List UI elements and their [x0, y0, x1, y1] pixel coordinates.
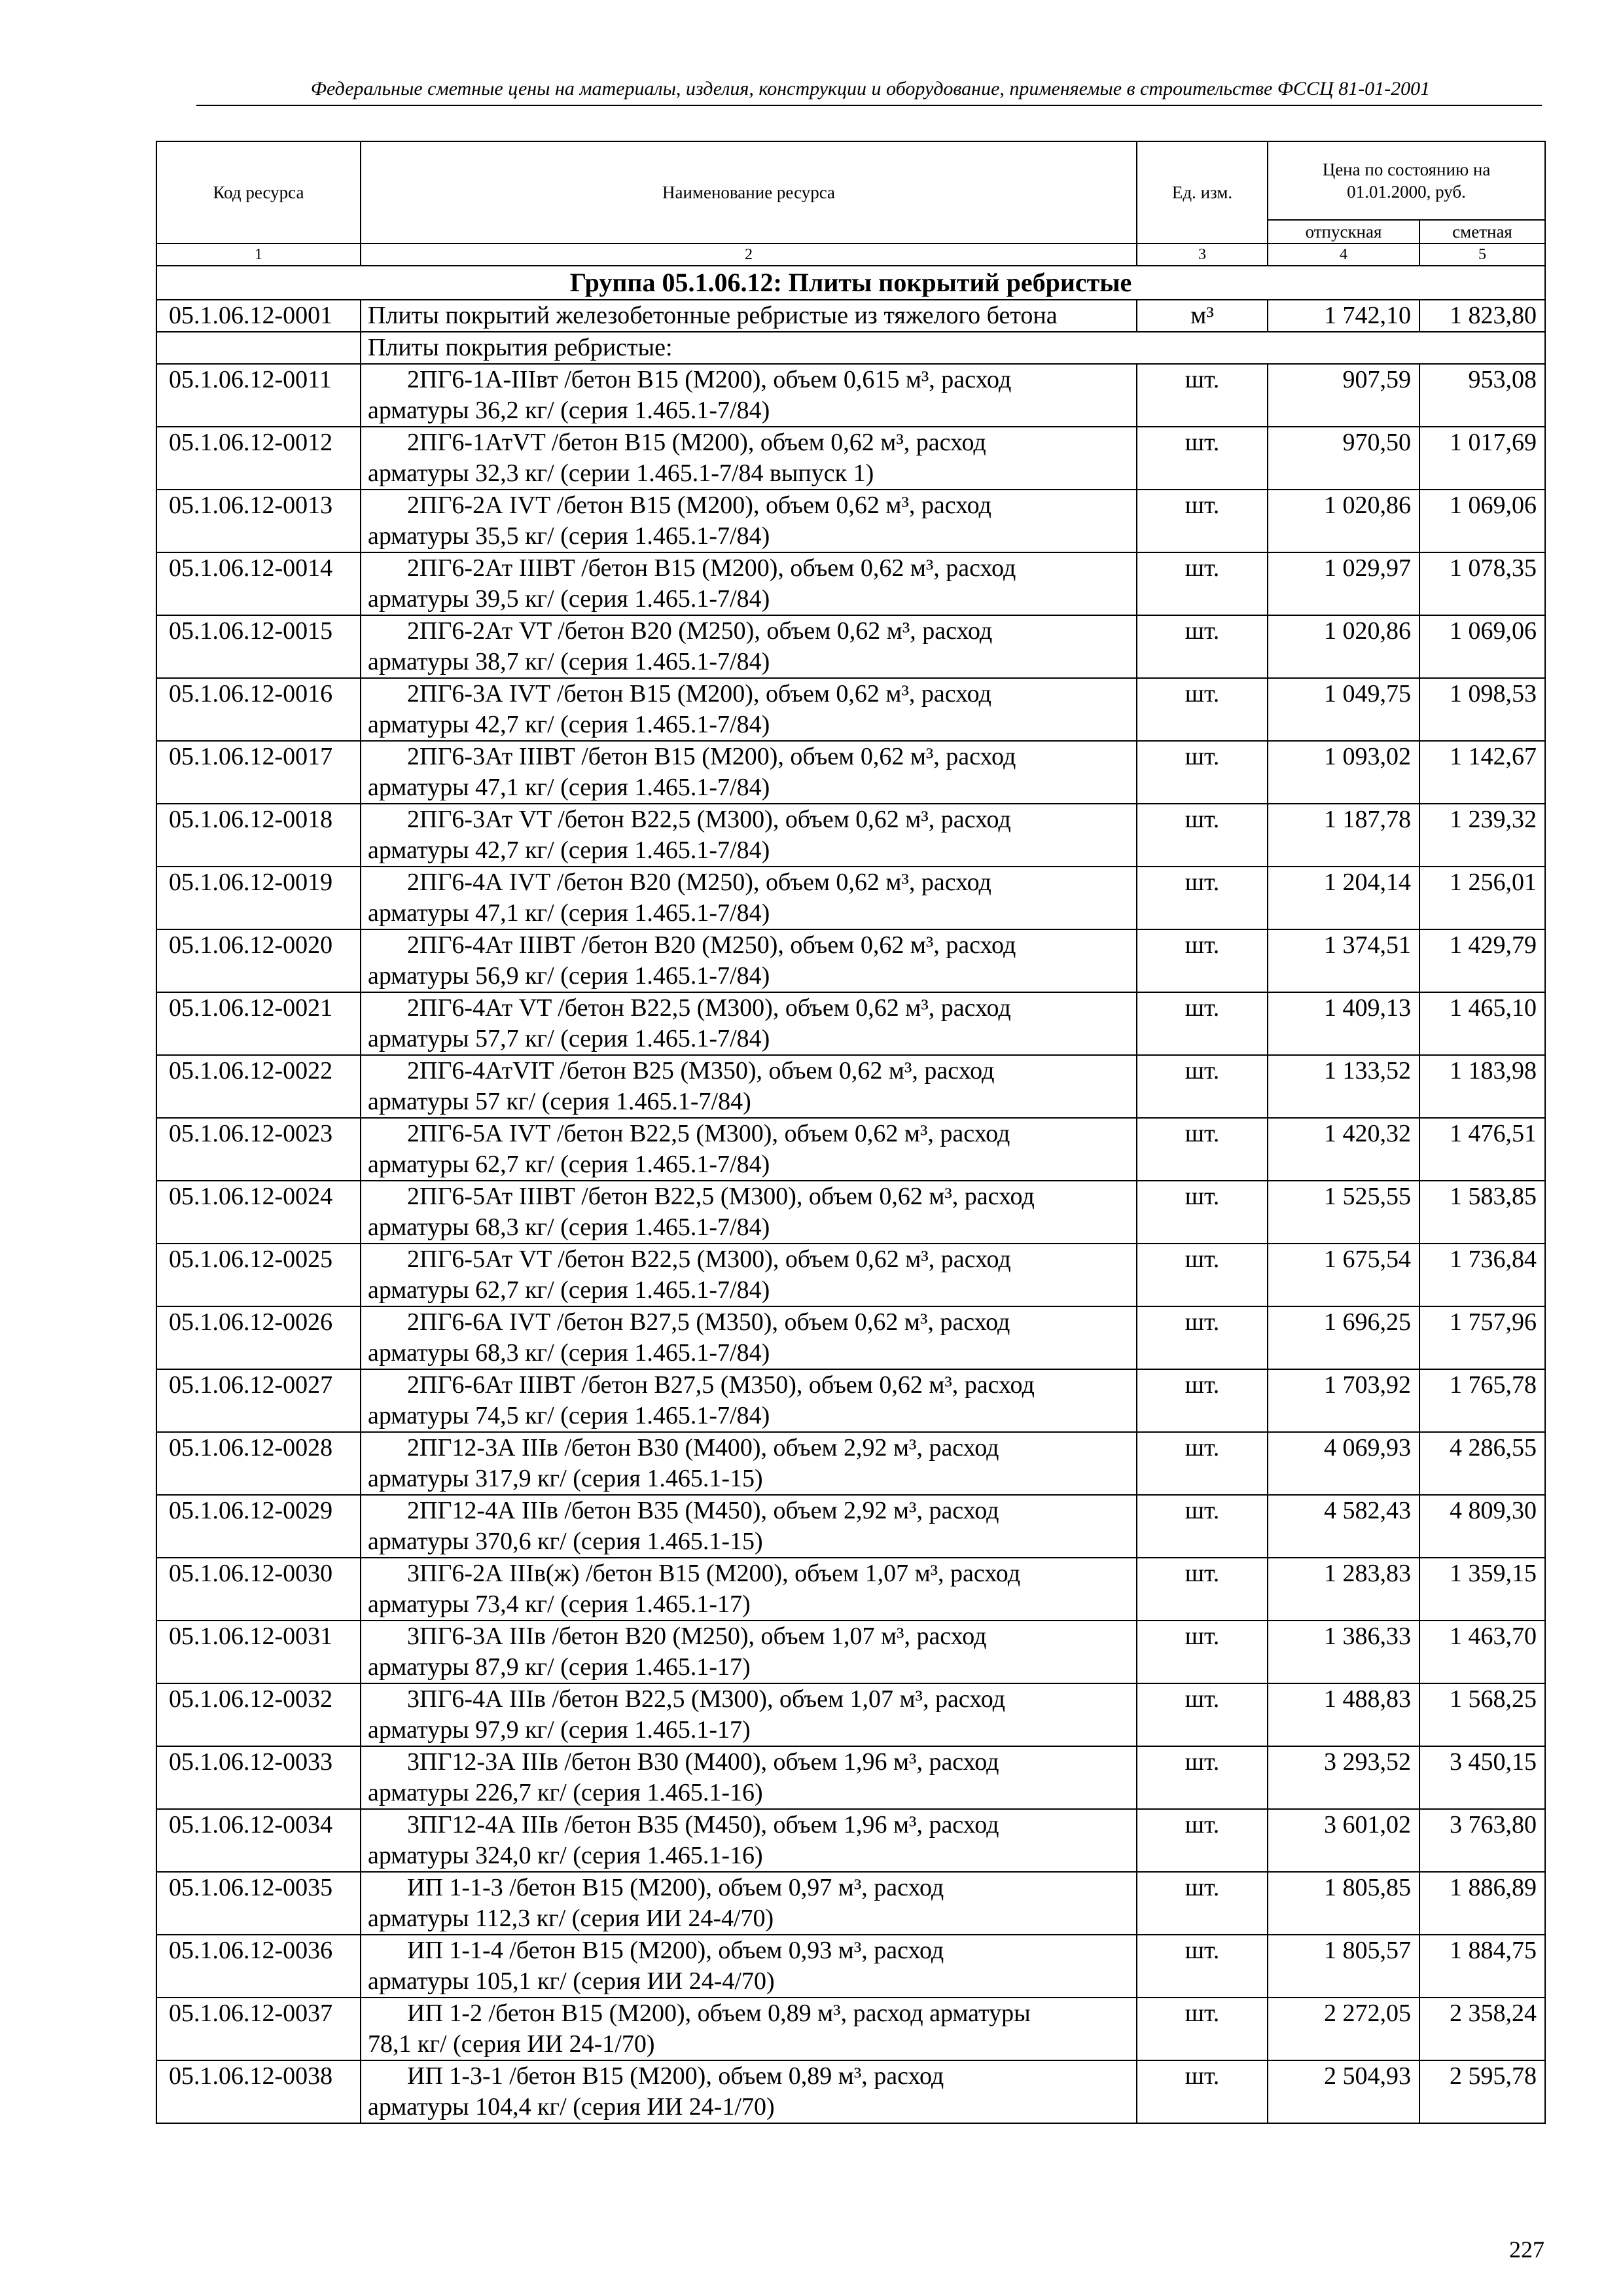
resource-code: 05.1.06.12-0026 [156, 1306, 361, 1369]
page-number: 227 [1509, 2236, 1544, 2263]
resource-code: 05.1.06.12-0035 [156, 1872, 361, 1935]
resource-name [361, 1683, 1137, 1746]
table-row [156, 1872, 1545, 1935]
resource-name [361, 552, 1137, 615]
release-price: 970,50 [1268, 427, 1419, 490]
resource-name [361, 1935, 1137, 1998]
estimated-price: 3 763,80 [1419, 1809, 1545, 1872]
resource-name [361, 804, 1137, 867]
resource-code: 05.1.06.12-0014 [156, 552, 361, 615]
resource-unit: шт. [1137, 1558, 1268, 1621]
resource-code: 05.1.06.12-0019 [156, 867, 361, 929]
estimated-price: 2 595,78 [1419, 2060, 1545, 2123]
estimated-price: 3 450,15 [1419, 1746, 1545, 1809]
resource-code: 05.1.06.12-0031 [156, 1621, 361, 1683]
resource-code: 05.1.06.12-0020 [156, 929, 361, 992]
resource-name-line1: 2ПГ6-6Ат IIIВТ /бетон В27,5 (М350), объем 0,62 м³, расход [407, 1371, 1035, 1399]
resource-name [361, 1055, 1137, 1118]
resource-name-line1: 2ПГ12-4А IIIв /бетон В35 (М450), объем 2,92 м³, расход [407, 1497, 999, 1524]
table-row [156, 1935, 1545, 1998]
group-title: Группа 05.1.06.12: Плиты покрытий ребристые [156, 266, 1545, 300]
header-release-price: отпускная [1268, 220, 1419, 243]
resource-name [361, 1244, 1137, 1306]
resource-code: 05.1.06.12-0013 [156, 490, 361, 552]
resource-name-line1: 2ПГ6-2Ат IIIВТ /бетон В15 (М200), объем 0,62 м³, расход [407, 554, 1016, 582]
estimated-price: 1 757,96 [1419, 1306, 1545, 1369]
resource-name-line2: арматуры 35,5 кг/ (серия 1.465.1-7/84) [368, 522, 770, 550]
resource-name [361, 929, 1137, 992]
resource-code: 05.1.06.12-0029 [156, 1495, 361, 1558]
resource-unit: шт. [1137, 615, 1268, 678]
resource-unit: шт. [1137, 1495, 1268, 1558]
resource-code: 05.1.06.12-0017 [156, 741, 361, 804]
table-row [156, 615, 1545, 678]
release-price: 1 420,32 [1268, 1118, 1419, 1181]
release-price: 1 488,83 [1268, 1683, 1419, 1746]
estimated-price: 1 823,80 [1419, 300, 1545, 332]
estimated-price: 1 098,53 [1419, 678, 1545, 741]
table-row [156, 929, 1545, 992]
estimated-price: 1 017,69 [1419, 427, 1545, 490]
resource-name-line2: арматуры 226,7 кг/ (серия 1.465.1-16) [368, 1779, 763, 1806]
resource-code: 05.1.06.12-0037 [156, 1998, 361, 2060]
resource-unit: шт. [1137, 427, 1268, 490]
resource-name-line2: арматуры 42,7 кг/ (серия 1.465.1-7/84) [368, 711, 770, 738]
resource-name-line1: 2ПГ6-2А IVТ /бетон В15 (М200), объем 0,62 м³, расход [407, 492, 991, 519]
table-row [156, 427, 1545, 490]
resource-code: 05.1.06.12-0011 [156, 364, 361, 427]
resource-name-line2: арматуры 47,1 кг/ (серия 1.465.1-7/84) [368, 899, 770, 927]
header-unit: Ед. изм. [1137, 141, 1268, 243]
release-price: 1 283,83 [1268, 1558, 1419, 1621]
estimated-price: 1 476,51 [1419, 1118, 1545, 1181]
resource-unit: шт. [1137, 1998, 1268, 2060]
resource-unit: шт. [1137, 364, 1268, 427]
estimated-price: 1 142,67 [1419, 741, 1545, 804]
resource-unit: шт. [1137, 1055, 1268, 1118]
resource-unit: шт. [1137, 929, 1268, 992]
resource-code: 05.1.06.12-0018 [156, 804, 361, 867]
resource-name-line2: арматуры 56,9 кг/ (серия 1.465.1-7/84) [368, 962, 770, 990]
release-price: 1 029,97 [1268, 552, 1419, 615]
resource-code: 05.1.06.12-0025 [156, 1244, 361, 1306]
column-number-row [156, 243, 1545, 266]
resource-name [361, 615, 1137, 678]
resource-unit: шт. [1137, 867, 1268, 929]
release-price: 1 675,54 [1268, 1244, 1419, 1306]
resource-price-table [156, 141, 1546, 2124]
estimated-price: 1 583,85 [1419, 1181, 1545, 1244]
estimated-price: 4 809,30 [1419, 1495, 1545, 1558]
release-price: 1 805,85 [1268, 1872, 1419, 1935]
header-name: Наименование ресурса [361, 141, 1137, 243]
resource-unit: шт. [1137, 1683, 1268, 1746]
release-price: 2 504,93 [1268, 2060, 1419, 2123]
resource-name-line2: 78,1 кг/ (серия ИИ 24-1/70) [368, 2030, 655, 2058]
resource-name [361, 678, 1137, 741]
estimated-price: 2 358,24 [1419, 1998, 1545, 2060]
resource-unit: шт. [1137, 1118, 1268, 1181]
resource-unit: м³ [1137, 300, 1268, 332]
resource-unit: шт. [1137, 992, 1268, 1055]
resource-code: 05.1.06.12-0032 [156, 1683, 361, 1746]
estimated-price: 1 069,06 [1419, 490, 1545, 552]
estimated-price: 1 736,84 [1419, 1244, 1545, 1306]
release-price: 1 204,14 [1268, 867, 1419, 929]
release-price: 1 374,51 [1268, 929, 1419, 992]
release-price: 1 093,02 [1268, 741, 1419, 804]
resource-name [361, 1746, 1137, 1809]
estimated-price: 953,08 [1419, 364, 1545, 427]
resource-name-line2: арматуры 57 кг/ (серия 1.465.1-7/84) [368, 1088, 751, 1115]
resource-name-line1: 2ПГ6-4Ат IIIВТ /бетон В20 (М250), объем 0,62 м³, расход [407, 931, 1016, 959]
resource-name-line2: арматуры 73,4 кг/ (серия 1.465.1-17) [368, 1590, 751, 1618]
resource-name-line1: ИП 1-3-1 /бетон В15 (М200), объем 0,89 м³, расход [407, 2062, 944, 2090]
resource-name-line2: арматуры 39,5 кг/ (серия 1.465.1-7/84) [368, 585, 770, 613]
release-price: 1 409,13 [1268, 992, 1419, 1055]
resource-unit: шт. [1137, 1746, 1268, 1809]
resource-name [361, 1998, 1137, 2060]
resource-name-line2: арматуры 47,1 кг/ (серия 1.465.1-7/84) [368, 774, 770, 801]
resource-unit: шт. [1137, 1621, 1268, 1683]
resource-code: 05.1.06.12-0036 [156, 1935, 361, 1998]
estimated-price: 1 359,15 [1419, 1558, 1545, 1621]
table-row [156, 552, 1545, 615]
running-header: Федеральные сметные цены на материалы, изделия, конструкции и оборудование, применяемые в строительстве ФССЦ 81-01-2001 [310, 78, 1431, 99]
resource-name-line2: арматуры 105,1 кг/ (серия ИИ 24-4/70) [368, 1967, 775, 1995]
resource-name [361, 1809, 1137, 1872]
subgroup-row [156, 332, 1545, 364]
release-price: 1 049,75 [1268, 678, 1419, 741]
table-row [156, 1181, 1545, 1244]
table-row [156, 804, 1545, 867]
resource-name [361, 490, 1137, 552]
estimated-price: 4 286,55 [1419, 1432, 1545, 1495]
table-row [156, 1621, 1545, 1683]
resource-name-line1: 2ПГ6-3Ат IIIВТ /бетон В15 (М200), объем 0,62 м³, расход [407, 743, 1016, 770]
resource-code: 05.1.06.12-0034 [156, 1809, 361, 1872]
resource-name-line2: арматуры 68,3 кг/ (серия 1.465.1-7/84) [368, 1213, 770, 1241]
resource-name-line1: 2ПГ6-2Ат VT /бетон В20 (М250), объем 0,62 м³, расход [407, 617, 993, 645]
resource-unit: шт. [1137, 804, 1268, 867]
resource-name [361, 1558, 1137, 1621]
header-estimated-price: сметная [1419, 220, 1545, 243]
release-price: 1 696,25 [1268, 1306, 1419, 1369]
estimated-price: 1 568,25 [1419, 1683, 1545, 1746]
resource-name-line2: арматуры 32,3 кг/ (серии 1.465.1-7/84 выпуск 1) [368, 459, 874, 487]
resource-code: 05.1.06.12-0024 [156, 1181, 361, 1244]
release-price: 1 187,78 [1268, 804, 1419, 867]
resource-unit: шт. [1137, 2060, 1268, 2123]
release-price: 1 805,57 [1268, 1935, 1419, 1998]
table-row [156, 1244, 1545, 1306]
table-row [156, 1495, 1545, 1558]
column-number: 1 [156, 243, 361, 266]
table-row [156, 867, 1545, 929]
resource-unit: шт. [1137, 678, 1268, 741]
table-row [156, 1118, 1545, 1181]
table-row [156, 741, 1545, 804]
resource-name [361, 1432, 1137, 1495]
release-price: 1 133,52 [1268, 1055, 1419, 1118]
release-price: 1 020,86 [1268, 615, 1419, 678]
resource-unit: шт. [1137, 1369, 1268, 1432]
estimated-price: 1 239,32 [1419, 804, 1545, 867]
resource-unit: шт. [1137, 1809, 1268, 1872]
column-number: 3 [1137, 243, 1268, 266]
estimated-price: 1 256,01 [1419, 867, 1545, 929]
resource-code: 05.1.06.12-0021 [156, 992, 361, 1055]
resource-name-line2: арматуры 370,6 кг/ (серия 1.465.1-15) [368, 1528, 763, 1555]
resource-name-line1: 2ПГ12-3А IIIв /бетон В30 (М400), объем 2,92 м³, расход [407, 1434, 999, 1462]
estimated-price: 1 429,79 [1419, 929, 1545, 992]
resource-name-line2: арматуры 57,7 кг/ (серия 1.465.1-7/84) [368, 1025, 770, 1052]
resource-code: 05.1.06.12-0012 [156, 427, 361, 490]
resource-unit: шт. [1137, 741, 1268, 804]
column-number: 5 [1419, 243, 1545, 266]
resource-name [361, 1495, 1137, 1558]
table-row [156, 1809, 1545, 1872]
resource-name-line1: 2ПГ6-3А IVТ /бетон В15 (М200), объем 0,62 м³, расход [407, 680, 991, 708]
release-price: 4 069,93 [1268, 1432, 1419, 1495]
resource-name-line2: арматуры 62,7 кг/ (серия 1.465.1-7/84) [368, 1276, 770, 1304]
resource-name [361, 741, 1137, 804]
resource-unit: шт. [1137, 552, 1268, 615]
resource-unit: шт. [1137, 490, 1268, 552]
estimated-price: 1 183,98 [1419, 1055, 1545, 1118]
resource-code: 05.1.06.12-0027 [156, 1369, 361, 1432]
estimated-price: 1 465,10 [1419, 992, 1545, 1055]
table-row [156, 1746, 1545, 1809]
resource-name-line1: 2ПГ6-4А IVТ /бетон В20 (М250), объем 0,62 м³, расход [407, 869, 991, 896]
resource-name-line1: 2ПГ6-5А IVТ /бетон В22,5 (М300), объем 0,62 м³, расход [407, 1120, 1010, 1147]
resource-name-line1: 2ПГ6-1А-IIIвт /бетон В15 (М200), объем 0,615 м³, расход [407, 366, 1012, 393]
resource-name [361, 1181, 1137, 1244]
resource-name [361, 1872, 1137, 1935]
resource-unit: шт. [1137, 1872, 1268, 1935]
resource-name-line1: ИП 1-1-4 /бетон В15 (М200), объем 0,93 м³, расход [407, 1937, 944, 1964]
column-number: 4 [1268, 243, 1419, 266]
resource-name-line1: 2ПГ6-3Ат VT /бетон В22,5 (М300), объем 0,62 м³, расход [407, 806, 1011, 833]
resource-name: Плиты покрытий железобетонные ребристые из тяжелого бетона [361, 300, 1137, 332]
resource-unit: шт. [1137, 1935, 1268, 1998]
resource-name-line1: 3ПГ12-3А IIIв /бетон В30 (М400), объем 1,96 м³, расход [407, 1748, 999, 1776]
table-row [156, 364, 1545, 427]
resource-name-line2: арматуры 36,2 кг/ (серия 1.465.1-7/84) [368, 397, 770, 424]
resource-name-line1: 2ПГ6-4АтVIT /бетон В25 (М350), объем 0,62 м³, расход [407, 1057, 995, 1085]
table-row [156, 992, 1545, 1055]
resource-name [361, 1369, 1137, 1432]
resource-name-line1: 3ПГ6-4А IIIв /бетон В22,5 (М300), объем 1,07 м³, расход [407, 1685, 1005, 1713]
header-price-group: Цена по состоянию на 01.01.2000, руб. [1268, 141, 1545, 220]
resource-name [361, 867, 1137, 929]
estimated-price: 1 463,70 [1419, 1621, 1545, 1683]
table-row [156, 2060, 1545, 2123]
resource-name-line1: 2ПГ6-6А IVТ /бетон В27,5 (М350), объем 0,62 м³, расход [407, 1308, 1010, 1336]
resource-name-line2: арматуры 62,7 кг/ (серия 1.465.1-7/84) [368, 1151, 770, 1178]
table-row [156, 1369, 1545, 1432]
resource-name [361, 1118, 1137, 1181]
resource-name-line2: арматуры 97,9 кг/ (серия 1.465.1-17) [368, 1716, 751, 1744]
release-price: 1 703,92 [1268, 1369, 1419, 1432]
resource-code: 05.1.06.12-0038 [156, 2060, 361, 2123]
resource-name-line1: 3ПГ6-2А IIIв(ж) /бетон В15 (М200), объем 1,07 м³, расход [407, 1560, 1021, 1587]
resource-code: 05.1.06.12-0015 [156, 615, 361, 678]
resource-name-line2: арматуры 68,3 кг/ (серия 1.465.1-7/84) [368, 1339, 770, 1367]
resource-name [361, 2060, 1137, 2123]
resource-unit: шт. [1137, 1181, 1268, 1244]
resource-name [361, 364, 1137, 427]
release-price: 2 272,05 [1268, 1998, 1419, 2060]
resource-name-line1: 3ПГ12-4А IIIв /бетон В35 (М450), объем 1,96 м³, расход [407, 1811, 999, 1839]
table-row [156, 300, 1545, 332]
resource-name-line2: арматуры 112,3 кг/ (серия ИИ 24-4/70) [368, 1905, 774, 1932]
resource-name-line2: арматуры 74,5 кг/ (серия 1.465.1-7/84) [368, 1402, 770, 1429]
resource-name-line1: 2ПГ6-5Ат IIIВТ /бетон В22,5 (М300), объем 0,62 м³, расход [407, 1183, 1035, 1210]
estimated-price: 1 078,35 [1419, 552, 1545, 615]
resource-name-line1: 2ПГ6-1АтVT /бетон В15 (М200), объем 0,62 м³, расход [407, 429, 986, 456]
column-number: 2 [361, 243, 1137, 266]
subgroup-label: Плиты покрытия ребристые: [361, 332, 1545, 364]
resource-name-line2: арматуры 317,9 кг/ (серия 1.465.1-15) [368, 1465, 763, 1492]
resource-code: 05.1.06.12-0033 [156, 1746, 361, 1809]
resource-name-line2: арматуры 38,7 кг/ (серия 1.465.1-7/84) [368, 648, 770, 675]
table-row [156, 678, 1545, 741]
table-row [156, 1432, 1545, 1495]
resource-code: 05.1.06.12-0030 [156, 1558, 361, 1621]
resource-name-line2: арматуры 104,4 кг/ (серия ИИ 24-1/70) [368, 2093, 775, 2121]
table-row [156, 1683, 1545, 1746]
release-price: 907,59 [1268, 364, 1419, 427]
resource-name-line1: ИП 1-2 /бетон В15 (М200), объем 0,89 м³, расход арматуры [407, 2000, 1031, 2027]
resource-name-line1: 3ПГ6-3А IIIв /бетон В20 (М250), объем 1,07 м³, расход [407, 1623, 987, 1650]
resource-unit: шт. [1137, 1306, 1268, 1369]
header-rule [196, 105, 1542, 106]
release-price: 3 293,52 [1268, 1746, 1419, 1809]
estimated-price: 1 884,75 [1419, 1935, 1545, 1998]
resource-name-line1: ИП 1-1-3 /бетон В15 (М200), объем 0,97 м³, расход [407, 1874, 944, 1901]
estimated-price: 1 069,06 [1419, 615, 1545, 678]
group-title-row [156, 266, 1545, 300]
table-row [156, 1558, 1545, 1621]
resource-name-line1: 2ПГ6-4Ат VT /бетон В22,5 (М300), объем 0,62 м³, расход [407, 994, 1011, 1022]
release-price: 4 582,43 [1268, 1495, 1419, 1558]
table-row [156, 1306, 1545, 1369]
resource-code: 05.1.06.12-0016 [156, 678, 361, 741]
estimated-price: 1 886,89 [1419, 1872, 1545, 1935]
release-price: 1 525,55 [1268, 1181, 1419, 1244]
table-row [156, 1998, 1545, 2060]
resource-code: 05.1.06.12-0022 [156, 1055, 361, 1118]
resource-name [361, 427, 1137, 490]
release-price: 3 601,02 [1268, 1809, 1419, 1872]
resource-code: 05.1.06.12-0028 [156, 1432, 361, 1495]
resource-unit: шт. [1137, 1432, 1268, 1495]
table-row [156, 490, 1545, 552]
resource-unit: шт. [1137, 1244, 1268, 1306]
release-price: 1 742,10 [1268, 300, 1419, 332]
release-price: 1 386,33 [1268, 1621, 1419, 1683]
resource-name [361, 1306, 1137, 1369]
resource-name-line2: арматуры 324,0 кг/ (серия 1.465.1-16) [368, 1842, 763, 1869]
table-row [156, 1055, 1545, 1118]
resource-code: 05.1.06.12-0001 [156, 300, 361, 332]
estimated-price: 1 765,78 [1419, 1369, 1545, 1432]
resource-name [361, 992, 1137, 1055]
resource-name-line2: арматуры 42,7 кг/ (серия 1.465.1-7/84) [368, 836, 770, 864]
resource-name-line2: арматуры 87,9 кг/ (серия 1.465.1-17) [368, 1653, 751, 1681]
resource-name [361, 1621, 1137, 1683]
header-code: Код ресурса [156, 141, 361, 243]
resource-code: 05.1.06.12-0023 [156, 1118, 361, 1181]
release-price: 1 020,86 [1268, 490, 1419, 552]
resource-name-line1: 2ПГ6-5Ат VT /бетон В22,5 (М300), объем 0,62 м³, расход [407, 1246, 1011, 1273]
